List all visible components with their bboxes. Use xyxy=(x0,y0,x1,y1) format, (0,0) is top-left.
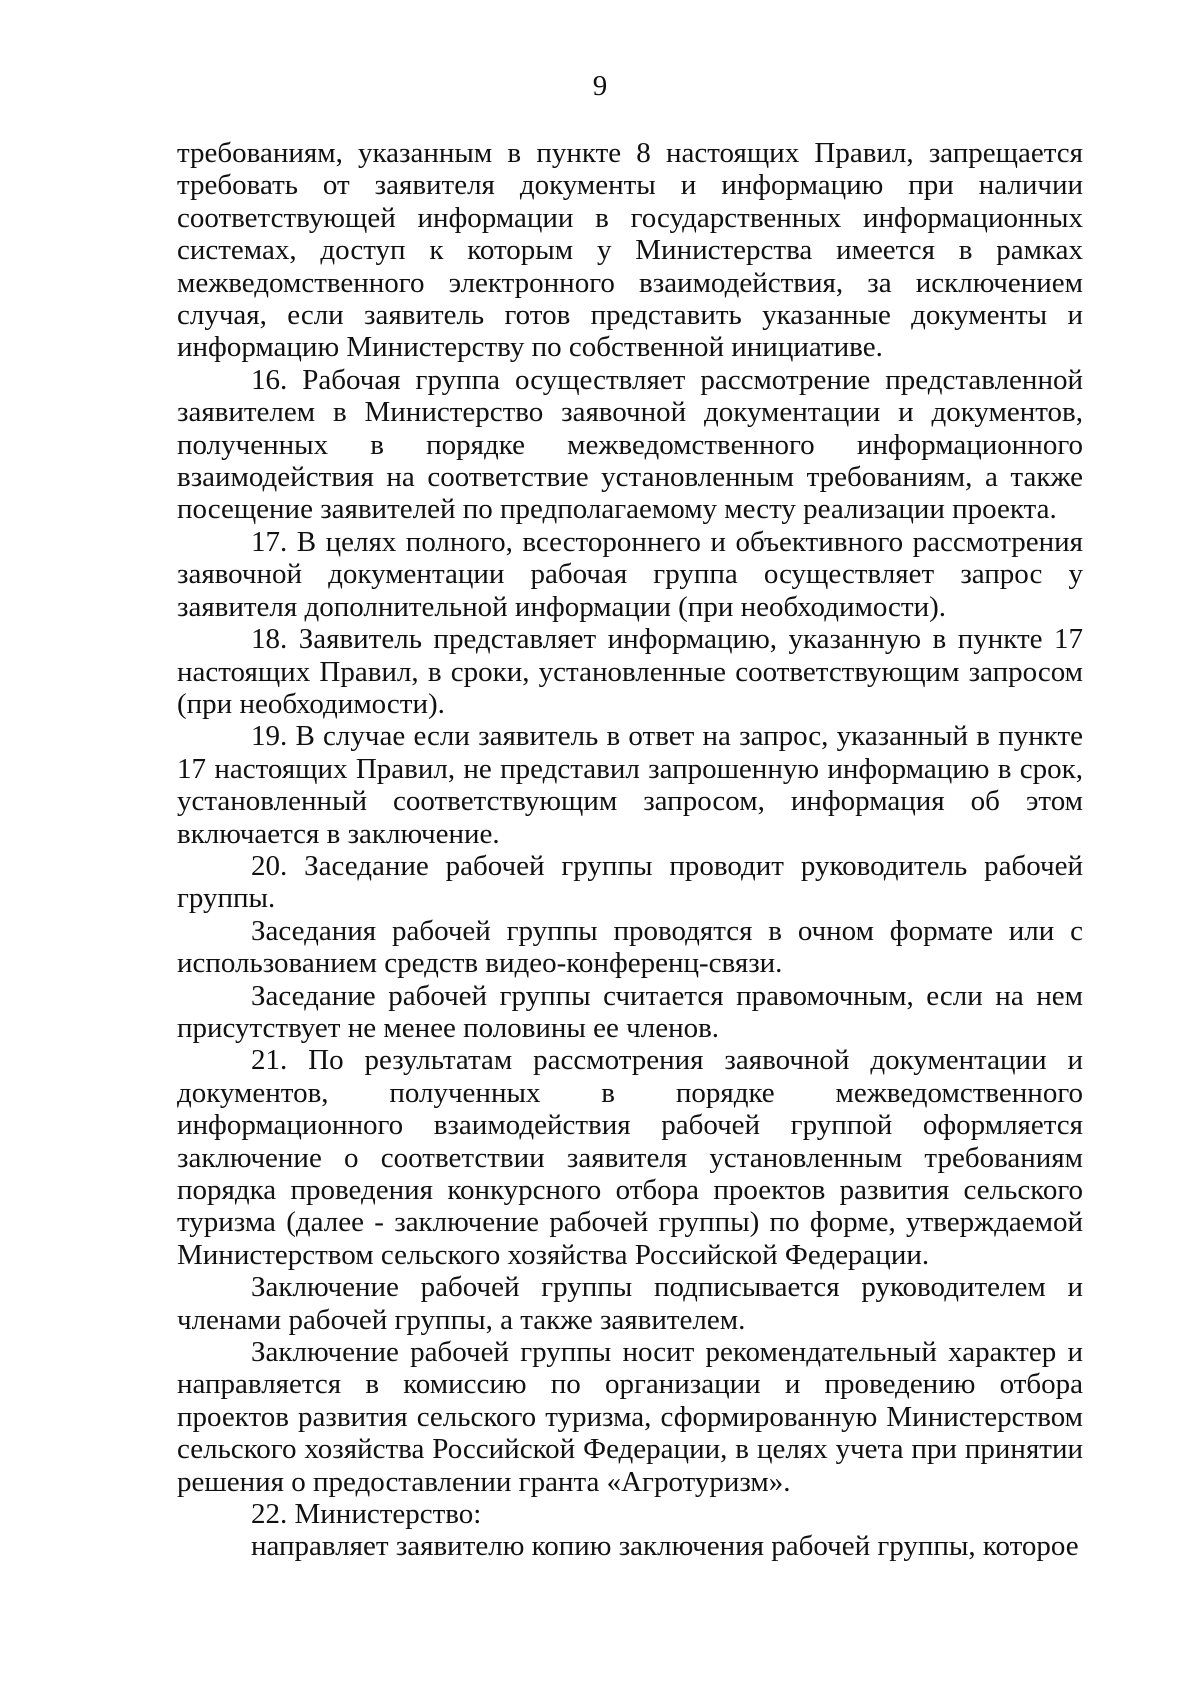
document-body xyxy=(177,137,1083,1563)
paragraph-item-21: 21. По результатам рассмотрения заявочной документации и документов, полученных в порядке межведомственного информационного взаимодействия рабочей группой оформляется заключение о соответствии заявителя установленным требованиям порядка проведения конкурсного отбора проектов развития сельского туризма (далее - заключение рабочей группы) по форме, утверждаемой Министерством сельского хозяйства Российской Федерации. xyxy=(177,1044,1083,1271)
paragraph-item-17: 17. В целях полного, всестороннего и объективного рассмотрения заявочной документации рабочая группа осуществляет запрос у заявителя дополнительной информации (при необходимости). xyxy=(177,525,1083,623)
paragraph-item-18: 18. Заявитель представляет информацию, указанную в пункте 17 настоящих Правил, в сроки, установленные соответствующим запросом (при необходимости). xyxy=(177,623,1083,720)
paragraph-item-16: 16. Рабочая группа осуществляет рассмотрение представленной заявителем в Министерство заявочной документации и документов, полученных в порядке межведомственного информационного взаимодействия на соответствие установленным требованиям, а также посещение заявителей по предполагаемому месту реализации проекта. xyxy=(177,363,1083,526)
paragraph-item-22-continuation: направляет заявителю копию заключения рабочей группы, которое xyxy=(251,1530,1079,1563)
paragraph-continuation: требованиям, указанным в пункте 8 настоящих Правил, запрещается требовать от заявителя документы и информацию при наличии соответствующей информации в государственных информационных системах, доступ к которым у Министерства имеется в рамках межведомственного электронного взаимодействия, за исключением случая, если заявитель готов представить указанные документы и информацию Министерству по собственной инициативе. xyxy=(177,137,1083,364)
paragraph-signing: Заключение рабочей группы подписывается руководителем и членами рабочей группы, а также заявителем. xyxy=(177,1271,1083,1336)
paragraph-quorum: Заседание рабочей группы считается правомочным, если на нем присутствует не менее половины ее членов. xyxy=(177,979,1083,1044)
page-number: 9 xyxy=(592,70,608,102)
paragraph-item-19: 19. В случае если заявитель в ответ на запрос, указанный в пункте 17 настоящих Правил, не представил запрошенную информацию в срок, установленный соответствующим запросом, информация об этом включается в заключение. xyxy=(177,720,1083,850)
paragraph-item-20: 20. Заседание рабочей группы проводит руководитель рабочей группы. xyxy=(177,849,1083,915)
paragraph-meeting-format: Заседания рабочей группы проводятся в очном формате или с использованием средств видео-конференц-связи. xyxy=(177,914,1083,980)
paragraph-item-22: 22. Министерство: xyxy=(251,1498,482,1531)
paragraph-recommendation: Заключение рабочей группы носит рекомендательный характер и направляется в комиссию по организации и проведению отбора проектов развития сельского туризма, сформированную Министерством сельского хозяйства Российской Федерации, в целях учета при принятии решения о предоставлении гранта «Агротуризм». xyxy=(177,1336,1083,1498)
